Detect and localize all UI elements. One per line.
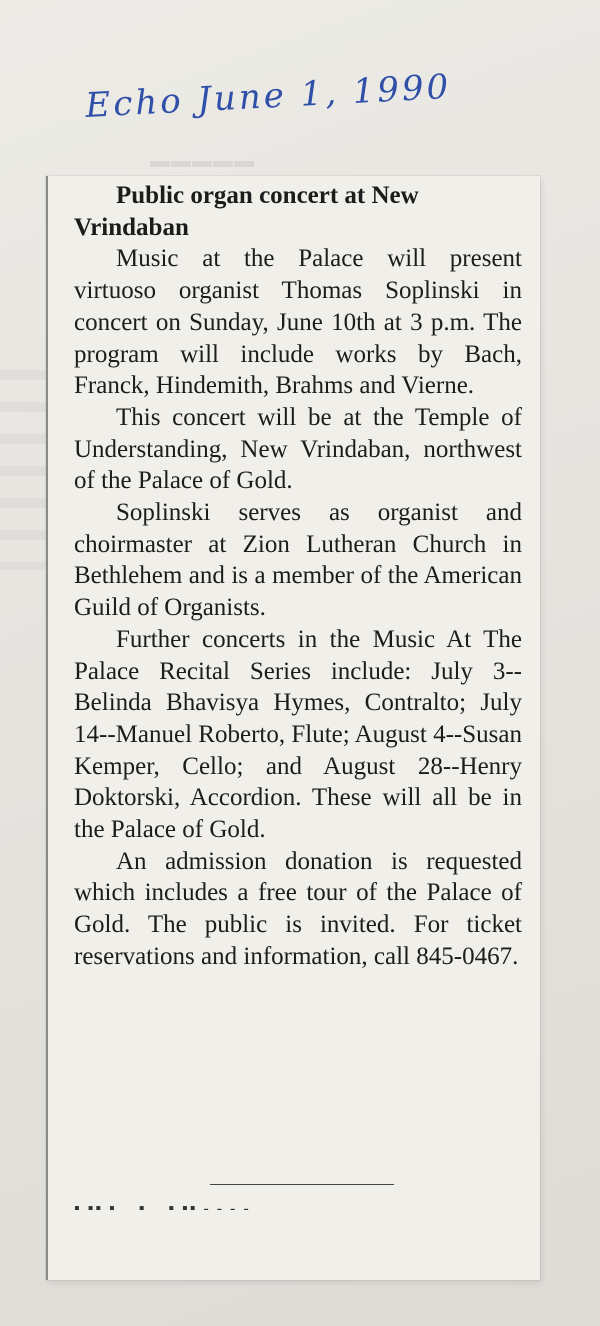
article-headline: Public organ concert at New Vrindaban — [74, 182, 419, 241]
show-through-text: ▬▬▬▬▬ — [150, 150, 255, 172]
clipping-edge-fragments: ▪ ▪▪ ▪ ▪ ▪ ▪▪ ‐ ‐ ‐ ‐ — [74, 1200, 251, 1217]
article-paragraph: Soplinski serves as organist and choirmaster at Zion Lutheran Church in Bethlehem and is a member of the American Guild of Organists. — [74, 499, 522, 622]
handwritten-date-note: Echo June 1, 1990 — [84, 66, 453, 126]
article-paragraph: Further concerts in the Music At The Palace Recital Series include: July 3--Belinda Bhavisya Hymes, Contralto; July 14--Manuel Roberto, Flute; August 4--Susan Kemper, Cello; and August 28--Henry Doktorski, Accordion. These will all be in the Palace of Gold. — [74, 625, 522, 844]
article-paragraph: This concert will be at the Temple of Understanding, New Vrindaban, northwest of the Palace of Gold. — [74, 403, 522, 495]
article-paragraph: Music at the Palace will present virtuoso organist Thomas Soplinski in concert on Sunday, June 10th at 3 p.m. The program will include works by Bach, Franck, Hindemith, Brahms and Vierne. — [74, 245, 522, 400]
clipping-column-rule — [46, 176, 48, 1280]
newspaper-clipping — [46, 176, 540, 1280]
article-paragraph: An admission donation is requested which includes a free tour of the Palace of Gold. The public is invited. For ticket reservations and information, call 845-0467. — [74, 847, 522, 970]
show-through-lines — [0, 370, 46, 570]
article-end-rule — [210, 1184, 394, 1185]
article-body — [74, 180, 522, 973]
